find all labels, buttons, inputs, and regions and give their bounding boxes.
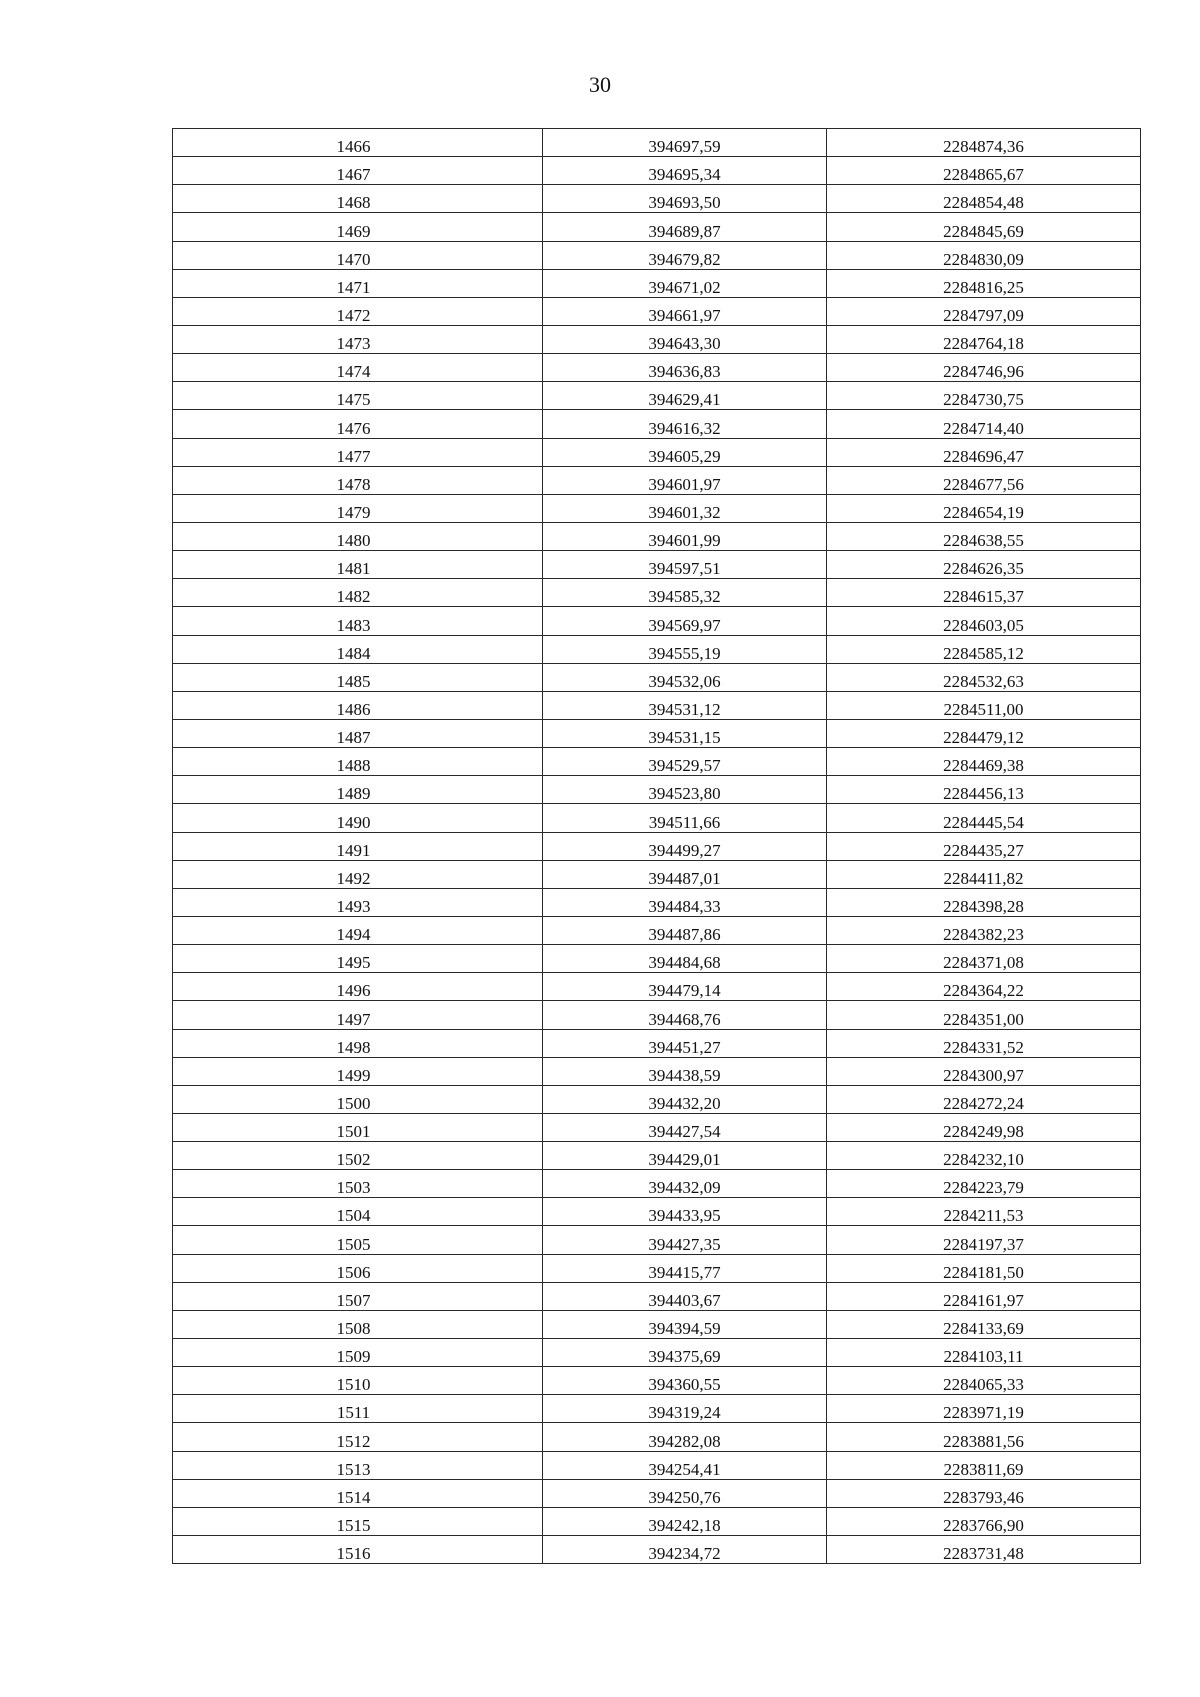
x-coordinate-cell: 394375,69 [543, 1339, 827, 1367]
y-coordinate-cell: 2284816,25 [827, 269, 1141, 297]
table-row [173, 1198, 1141, 1226]
x-coordinate-cell: 394487,86 [543, 916, 827, 944]
y-coordinate-cell: 2284585,12 [827, 635, 1141, 663]
y-coordinate-cell: 2284382,23 [827, 916, 1141, 944]
y-coordinate-cell: 2284677,56 [827, 466, 1141, 494]
point-number-cell: 1486 [173, 691, 543, 719]
y-coordinate-cell: 2284746,96 [827, 354, 1141, 382]
x-coordinate-cell: 394479,14 [543, 973, 827, 1001]
table-row [173, 1254, 1141, 1282]
table-row [173, 1113, 1141, 1141]
coordinates-table [172, 128, 1141, 1564]
y-coordinate-cell: 2284351,00 [827, 1001, 1141, 1029]
table-row [173, 269, 1141, 297]
y-coordinate-cell: 2284411,82 [827, 860, 1141, 888]
y-coordinate-cell: 2284133,69 [827, 1310, 1141, 1338]
point-number-cell: 1513 [173, 1451, 543, 1479]
table-row [173, 945, 1141, 973]
x-coordinate-cell: 394601,97 [543, 466, 827, 494]
table-row [173, 1282, 1141, 1310]
x-coordinate-cell: 394511,66 [543, 804, 827, 832]
table-row [173, 1395, 1141, 1423]
point-number-cell: 1504 [173, 1198, 543, 1226]
x-coordinate-cell: 394605,29 [543, 438, 827, 466]
point-number-cell: 1498 [173, 1029, 543, 1057]
y-coordinate-cell: 2284845,69 [827, 213, 1141, 241]
point-number-cell: 1511 [173, 1395, 543, 1423]
point-number-cell: 1489 [173, 776, 543, 804]
point-number-cell: 1493 [173, 888, 543, 916]
y-coordinate-cell: 2284615,37 [827, 579, 1141, 607]
x-coordinate-cell: 394689,87 [543, 213, 827, 241]
table-row [173, 185, 1141, 213]
point-number-cell: 1497 [173, 1001, 543, 1029]
point-number-cell: 1487 [173, 719, 543, 747]
table-row [173, 1170, 1141, 1198]
y-coordinate-cell: 2284197,37 [827, 1226, 1141, 1254]
x-coordinate-cell: 394601,32 [543, 494, 827, 522]
point-number-cell: 1470 [173, 241, 543, 269]
point-number-cell: 1492 [173, 860, 543, 888]
table-row [173, 1310, 1141, 1338]
y-coordinate-cell: 2284272,24 [827, 1085, 1141, 1113]
y-coordinate-cell: 2284181,50 [827, 1254, 1141, 1282]
point-number-cell: 1476 [173, 410, 543, 438]
y-coordinate-cell: 2284469,38 [827, 748, 1141, 776]
point-number-cell: 1466 [173, 129, 543, 157]
point-number-cell: 1509 [173, 1339, 543, 1367]
table-row [173, 1479, 1141, 1507]
page-number: 30 [589, 72, 611, 97]
x-coordinate-cell: 394429,01 [543, 1142, 827, 1170]
x-coordinate-cell: 394616,32 [543, 410, 827, 438]
table-row [173, 832, 1141, 860]
x-coordinate-cell: 394484,33 [543, 888, 827, 916]
table-row [173, 382, 1141, 410]
x-coordinate-cell: 394636,83 [543, 354, 827, 382]
table-row [173, 1142, 1141, 1170]
point-number-cell: 1503 [173, 1170, 543, 1198]
table-row [173, 1423, 1141, 1451]
x-coordinate-cell: 394697,59 [543, 129, 827, 157]
table-row [173, 579, 1141, 607]
table-row [173, 325, 1141, 353]
x-coordinate-cell: 394484,68 [543, 945, 827, 973]
y-coordinate-cell: 2284764,18 [827, 325, 1141, 353]
x-coordinate-cell: 394671,02 [543, 269, 827, 297]
point-number-cell: 1472 [173, 297, 543, 325]
table-row [173, 1085, 1141, 1113]
y-coordinate-cell: 2284435,27 [827, 832, 1141, 860]
y-coordinate-cell: 2284874,36 [827, 129, 1141, 157]
y-coordinate-cell: 2284854,48 [827, 185, 1141, 213]
point-number-cell: 1481 [173, 551, 543, 579]
point-number-cell: 1488 [173, 748, 543, 776]
x-coordinate-cell: 394433,95 [543, 1198, 827, 1226]
table-row [173, 888, 1141, 916]
point-number-cell: 1496 [173, 973, 543, 1001]
point-number-cell: 1499 [173, 1057, 543, 1085]
point-number-cell: 1474 [173, 354, 543, 382]
table-row [173, 494, 1141, 522]
x-coordinate-cell: 394254,41 [543, 1451, 827, 1479]
x-coordinate-cell: 394360,55 [543, 1367, 827, 1395]
x-coordinate-cell: 394693,50 [543, 185, 827, 213]
y-coordinate-cell: 2284223,79 [827, 1170, 1141, 1198]
point-number-cell: 1515 [173, 1507, 543, 1535]
point-number-cell: 1469 [173, 213, 543, 241]
x-coordinate-cell: 394427,54 [543, 1113, 827, 1141]
y-coordinate-cell: 2284696,47 [827, 438, 1141, 466]
table-row [173, 297, 1141, 325]
y-coordinate-cell: 2284232,10 [827, 1142, 1141, 1170]
table-row [173, 776, 1141, 804]
y-coordinate-cell: 2284730,75 [827, 382, 1141, 410]
table-row [173, 607, 1141, 635]
x-coordinate-cell: 394438,59 [543, 1057, 827, 1085]
table-row [173, 719, 1141, 747]
y-coordinate-cell: 2284211,53 [827, 1198, 1141, 1226]
point-number-cell: 1502 [173, 1142, 543, 1170]
y-coordinate-cell: 2284479,12 [827, 719, 1141, 747]
point-number-cell: 1500 [173, 1085, 543, 1113]
x-coordinate-cell: 394532,06 [543, 663, 827, 691]
point-number-cell: 1468 [173, 185, 543, 213]
table-row [173, 1339, 1141, 1367]
y-coordinate-cell: 2284103,11 [827, 1339, 1141, 1367]
y-coordinate-cell: 2284654,19 [827, 494, 1141, 522]
point-number-cell: 1467 [173, 157, 543, 185]
x-coordinate-cell: 394695,34 [543, 157, 827, 185]
x-coordinate-cell: 394661,97 [543, 297, 827, 325]
y-coordinate-cell: 2284300,97 [827, 1057, 1141, 1085]
coordinates-table-body [173, 129, 1141, 1564]
y-coordinate-cell: 2284331,52 [827, 1029, 1141, 1057]
y-coordinate-cell: 2284456,13 [827, 776, 1141, 804]
table-row [173, 916, 1141, 944]
table-row [173, 522, 1141, 550]
x-coordinate-cell: 394569,97 [543, 607, 827, 635]
point-number-cell: 1490 [173, 804, 543, 832]
x-coordinate-cell: 394468,76 [543, 1001, 827, 1029]
table-row [173, 551, 1141, 579]
point-number-cell: 1485 [173, 663, 543, 691]
x-coordinate-cell: 394585,32 [543, 579, 827, 607]
y-coordinate-cell: 2284371,08 [827, 945, 1141, 973]
x-coordinate-cell: 394679,82 [543, 241, 827, 269]
point-number-cell: 1484 [173, 635, 543, 663]
y-coordinate-cell: 2283971,19 [827, 1395, 1141, 1423]
x-coordinate-cell: 394529,57 [543, 748, 827, 776]
table-row [173, 1367, 1141, 1395]
point-number-cell: 1475 [173, 382, 543, 410]
y-coordinate-cell: 2284603,05 [827, 607, 1141, 635]
table-row [173, 354, 1141, 382]
x-coordinate-cell: 394601,99 [543, 522, 827, 550]
x-coordinate-cell: 394531,12 [543, 691, 827, 719]
table-row [173, 1057, 1141, 1085]
x-coordinate-cell: 394403,67 [543, 1282, 827, 1310]
table-row [173, 691, 1141, 719]
table-row [173, 129, 1141, 157]
x-coordinate-cell: 394487,01 [543, 860, 827, 888]
y-coordinate-cell: 2283811,69 [827, 1451, 1141, 1479]
y-coordinate-cell: 2284714,40 [827, 410, 1141, 438]
table-row [173, 157, 1141, 185]
x-coordinate-cell: 394643,30 [543, 325, 827, 353]
x-coordinate-cell: 394499,27 [543, 832, 827, 860]
x-coordinate-cell: 394250,76 [543, 1479, 827, 1507]
table-row [173, 438, 1141, 466]
table-row [173, 241, 1141, 269]
point-number-cell: 1507 [173, 1282, 543, 1310]
y-coordinate-cell: 2284445,54 [827, 804, 1141, 832]
y-coordinate-cell: 2284364,22 [827, 973, 1141, 1001]
point-number-cell: 1501 [173, 1113, 543, 1141]
x-coordinate-cell: 394319,24 [543, 1395, 827, 1423]
point-number-cell: 1491 [173, 832, 543, 860]
x-coordinate-cell: 394432,20 [543, 1085, 827, 1113]
y-coordinate-cell: 2284830,09 [827, 241, 1141, 269]
table-row [173, 1029, 1141, 1057]
point-number-cell: 1471 [173, 269, 543, 297]
x-coordinate-cell: 394597,51 [543, 551, 827, 579]
table-row [173, 1507, 1141, 1535]
point-number-cell: 1510 [173, 1367, 543, 1395]
x-coordinate-cell: 394555,19 [543, 635, 827, 663]
x-coordinate-cell: 394242,18 [543, 1507, 827, 1535]
point-number-cell: 1477 [173, 438, 543, 466]
y-coordinate-cell: 2284638,55 [827, 522, 1141, 550]
x-coordinate-cell: 394432,09 [543, 1170, 827, 1198]
table-row [173, 410, 1141, 438]
table-row [173, 466, 1141, 494]
y-coordinate-cell: 2284865,67 [827, 157, 1141, 185]
table-row [173, 663, 1141, 691]
point-number-cell: 1482 [173, 579, 543, 607]
point-number-cell: 1512 [173, 1423, 543, 1451]
point-number-cell: 1495 [173, 945, 543, 973]
table-row [173, 635, 1141, 663]
point-number-cell: 1516 [173, 1536, 543, 1564]
y-coordinate-cell: 2284249,98 [827, 1113, 1141, 1141]
y-coordinate-cell: 2284065,33 [827, 1367, 1141, 1395]
y-coordinate-cell: 2284532,63 [827, 663, 1141, 691]
x-coordinate-cell: 394415,77 [543, 1254, 827, 1282]
y-coordinate-cell: 2284398,28 [827, 888, 1141, 916]
point-number-cell: 1480 [173, 522, 543, 550]
x-coordinate-cell: 394282,08 [543, 1423, 827, 1451]
y-coordinate-cell: 2284161,97 [827, 1282, 1141, 1310]
table-row [173, 213, 1141, 241]
y-coordinate-cell: 2284626,35 [827, 551, 1141, 579]
y-coordinate-cell: 2283766,90 [827, 1507, 1141, 1535]
point-number-cell: 1514 [173, 1479, 543, 1507]
x-coordinate-cell: 394394,59 [543, 1310, 827, 1338]
table-row [173, 973, 1141, 1001]
x-coordinate-cell: 394427,35 [543, 1226, 827, 1254]
point-number-cell: 1479 [173, 494, 543, 522]
table-row [173, 1001, 1141, 1029]
y-coordinate-cell: 2283793,46 [827, 1479, 1141, 1507]
table-row [173, 1536, 1141, 1564]
table-row [173, 1451, 1141, 1479]
point-number-cell: 1478 [173, 466, 543, 494]
table-row [173, 1226, 1141, 1254]
table-row [173, 748, 1141, 776]
point-number-cell: 1494 [173, 916, 543, 944]
y-coordinate-cell: 2283731,48 [827, 1536, 1141, 1564]
table-row [173, 804, 1141, 832]
x-coordinate-cell: 394451,27 [543, 1029, 827, 1057]
point-number-cell: 1483 [173, 607, 543, 635]
y-coordinate-cell: 2283881,56 [827, 1423, 1141, 1451]
point-number-cell: 1508 [173, 1310, 543, 1338]
table-row [173, 860, 1141, 888]
point-number-cell: 1505 [173, 1226, 543, 1254]
y-coordinate-cell: 2284797,09 [827, 297, 1141, 325]
y-coordinate-cell: 2284511,00 [827, 691, 1141, 719]
x-coordinate-cell: 394523,80 [543, 776, 827, 804]
x-coordinate-cell: 394629,41 [543, 382, 827, 410]
x-coordinate-cell: 394234,72 [543, 1536, 827, 1564]
x-coordinate-cell: 394531,15 [543, 719, 827, 747]
point-number-cell: 1473 [173, 325, 543, 353]
point-number-cell: 1506 [173, 1254, 543, 1282]
